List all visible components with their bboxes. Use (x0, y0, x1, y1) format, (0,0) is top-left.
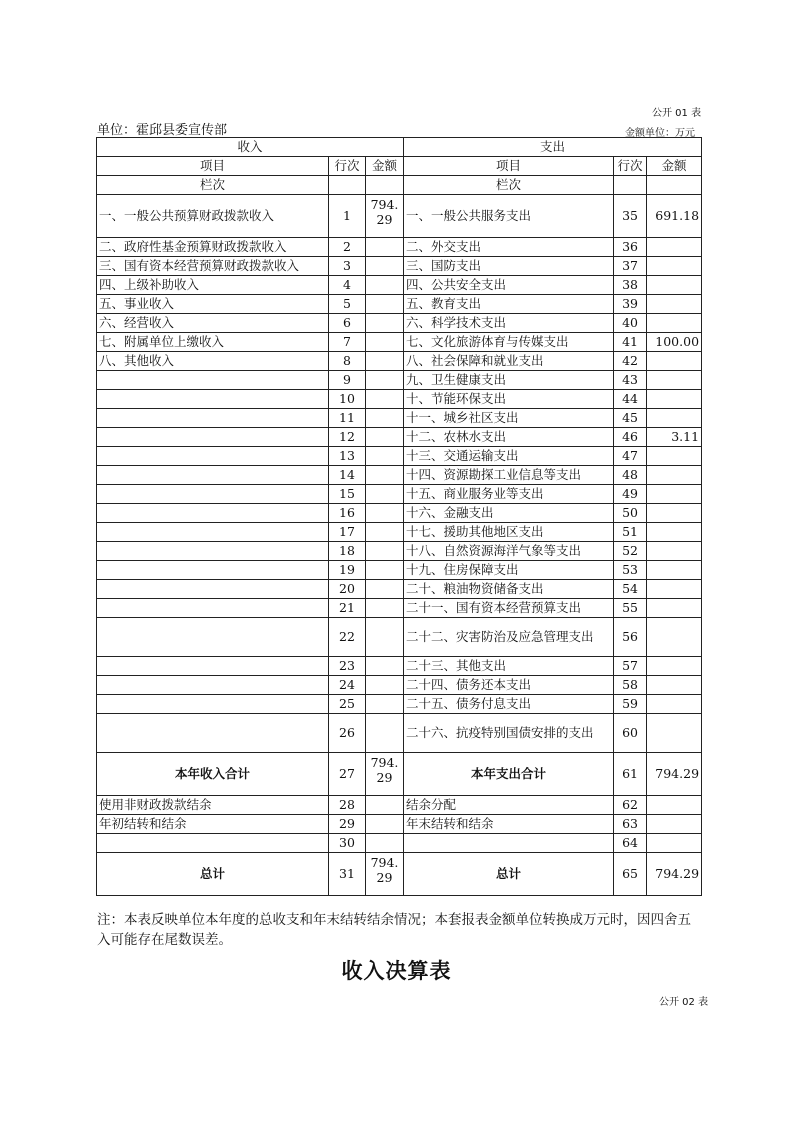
table-column-header-row (97, 157, 702, 176)
expense-item: 十四、资源勘探工业信息等支出 (404, 466, 614, 485)
expense-row-no: 46 (614, 428, 647, 447)
expense-item: 十六、金融支出 (404, 504, 614, 523)
table-row (97, 523, 702, 542)
table-row (97, 714, 702, 753)
income-amount: 794.29 (366, 195, 404, 238)
expense-item: 一、一般公共服务支出 (404, 195, 614, 238)
table-row (97, 695, 702, 714)
income-amount (366, 657, 404, 676)
income-amount (366, 295, 404, 314)
expense-item: 十九、住房保障支出 (404, 561, 614, 580)
expense-amount (647, 599, 702, 618)
income-row-no: 4 (329, 276, 366, 295)
income-amount (366, 409, 404, 428)
expense-row-no: 51 (614, 523, 647, 542)
income-amount (366, 485, 404, 504)
expense-row-no: 45 (614, 409, 647, 428)
expense-row-no: 40 (614, 314, 647, 333)
empty-cell (329, 176, 366, 195)
income-item: 三、国有资本经营预算财政拨款收入 (97, 257, 329, 276)
table-row (97, 257, 702, 276)
expense-item: 十八、自然资源海洋气象等支出 (404, 542, 614, 561)
income-row-no: 19 (329, 561, 366, 580)
income-row-no: 17 (329, 523, 366, 542)
expense-item: 二十五、债务付息支出 (404, 695, 614, 714)
expense-item: 二十、粮油物资储备支出 (404, 580, 614, 599)
expense-row-no: 63 (614, 815, 647, 834)
income-amount (366, 815, 404, 834)
income-amount (366, 580, 404, 599)
income-item: 年初结转和结余 (97, 815, 329, 834)
income-row-no: 20 (329, 580, 366, 599)
income-item (97, 580, 329, 599)
income-amount (366, 618, 404, 657)
expense-amount (647, 504, 702, 523)
expense-row-no: 65 (614, 853, 647, 896)
income-item (97, 523, 329, 542)
expense-amount (647, 834, 702, 853)
income-amount (366, 371, 404, 390)
income-amount: 794.29 (366, 753, 404, 796)
income-item (97, 390, 329, 409)
income-amount (366, 314, 404, 333)
table-row (97, 276, 702, 295)
expense-item: 总计 (404, 853, 614, 896)
income-row-no: 23 (329, 657, 366, 676)
expense-amount: 794.29 (647, 753, 702, 796)
expense-header: 支出 (404, 138, 702, 157)
expense-amount (647, 523, 702, 542)
expense-row-no: 39 (614, 295, 647, 314)
expense-row-no: 55 (614, 599, 647, 618)
income-row-no: 13 (329, 447, 366, 466)
expense-col-row: 行次 (614, 157, 647, 176)
income-item (97, 599, 329, 618)
expense-row-no: 54 (614, 580, 647, 599)
expense-row-no: 49 (614, 485, 647, 504)
income-row-no: 2 (329, 238, 366, 257)
table-row (97, 542, 702, 561)
unit-label: 单位：霍邱县委宣传部 (97, 123, 228, 138)
income-amount: 794.29 (366, 853, 404, 896)
expense-row-no: 64 (614, 834, 647, 853)
expense-item: 本年支出合计 (404, 753, 614, 796)
expense-item: 八、社会保障和就业支出 (404, 352, 614, 371)
income-row-no: 11 (329, 409, 366, 428)
income-col-row: 行次 (329, 157, 366, 176)
empty-cell (614, 176, 647, 195)
income-amount (366, 447, 404, 466)
income-row-no: 29 (329, 815, 366, 834)
income-amount (366, 276, 404, 295)
income-row-no: 31 (329, 853, 366, 896)
empty-cell (647, 176, 702, 195)
income-amount (366, 428, 404, 447)
expense-item: 十七、援助其他地区支出 (404, 523, 614, 542)
income-item: 使用非财政拨款结余 (97, 796, 329, 815)
income-amount (366, 542, 404, 561)
table-row (97, 466, 702, 485)
income-item (97, 561, 329, 580)
expense-item: 十一、城乡社区支出 (404, 409, 614, 428)
income-item (97, 428, 329, 447)
income-row-no: 26 (329, 714, 366, 753)
next-table-title: 收入决算表 (341, 959, 452, 983)
expense-item: 三、国防支出 (404, 257, 614, 276)
table-row (97, 195, 702, 238)
expense-amount (647, 295, 702, 314)
expense-row-no: 38 (614, 276, 647, 295)
income-row-no: 10 (329, 390, 366, 409)
income-amount (366, 257, 404, 276)
expense-item: 十五、商业服务业等支出 (404, 485, 614, 504)
income-item (97, 834, 329, 853)
expense-amount (647, 542, 702, 561)
expense-row-no: 60 (614, 714, 647, 753)
income-amount (366, 504, 404, 523)
amount-unit-label: 金额单位：万元 (625, 128, 695, 139)
income-amount (366, 390, 404, 409)
income-amount (366, 676, 404, 695)
income-row-no: 22 (329, 618, 366, 657)
income-col-amount: 金额 (366, 157, 404, 176)
expense-amount (647, 257, 702, 276)
table-row (97, 447, 702, 466)
table-section-header-row (97, 138, 702, 157)
expense-amount (647, 796, 702, 815)
expense-row-no: 42 (614, 352, 647, 371)
expense-row-no: 52 (614, 542, 647, 561)
table-row (97, 371, 702, 390)
table-row (97, 796, 702, 815)
income-row-no: 8 (329, 352, 366, 371)
income-amount (366, 352, 404, 371)
expense-item: 二十三、其他支出 (404, 657, 614, 676)
form-code-top: 公开 01 表 (652, 108, 702, 119)
table-row (97, 676, 702, 695)
table-row (97, 352, 702, 371)
income-item: 一、一般公共预算财政拨款收入 (97, 195, 329, 238)
expense-amount: 100.00 (647, 333, 702, 352)
expense-row-no: 43 (614, 371, 647, 390)
income-row-no: 9 (329, 371, 366, 390)
income-item: 四、上级补助收入 (97, 276, 329, 295)
income-amount (366, 561, 404, 580)
income-row-no: 3 (329, 257, 366, 276)
income-row-no: 5 (329, 295, 366, 314)
table-row (97, 409, 702, 428)
expense-amount: 691.18 (647, 195, 702, 238)
table-row (97, 295, 702, 314)
table-row (97, 853, 702, 896)
income-item (97, 714, 329, 753)
income-row-no: 18 (329, 542, 366, 561)
income-item: 六、经营收入 (97, 314, 329, 333)
table-row (97, 485, 702, 504)
income-header: 收入 (97, 138, 404, 157)
expense-item: 十二、农林水支出 (404, 428, 614, 447)
expense-col-amount: 金额 (647, 157, 702, 176)
expense-amount (647, 352, 702, 371)
expense-amount (647, 276, 702, 295)
expense-row-no: 44 (614, 390, 647, 409)
income-row-no: 24 (329, 676, 366, 695)
income-expense-table (96, 137, 702, 896)
income-row-no: 16 (329, 504, 366, 523)
expense-row-no: 53 (614, 561, 647, 580)
expense-item: 四、公共安全支出 (404, 276, 614, 295)
expense-row-no: 61 (614, 753, 647, 796)
income-amount (366, 834, 404, 853)
income-item (97, 695, 329, 714)
income-item (97, 657, 329, 676)
table-note: 注：本表反映单位本年度的总收支和年末结转结余情况；本套报表金额单位转换成万元时，因四舍五入可能存在尾数误差。 (97, 912, 691, 948)
expense-item: 五、教育支出 (404, 295, 614, 314)
income-item (97, 466, 329, 485)
table-row (97, 314, 702, 333)
expense-amount (647, 390, 702, 409)
income-amount (366, 466, 404, 485)
table-row (97, 815, 702, 834)
table-lanci-row (97, 176, 702, 195)
income-row-no: 28 (329, 796, 366, 815)
expense-amount: 794.29 (647, 853, 702, 896)
expense-amount (647, 314, 702, 333)
expense-item: 九、卫生健康支出 (404, 371, 614, 390)
income-row-no: 27 (329, 753, 366, 796)
expense-row-no: 36 (614, 238, 647, 257)
table-row (97, 599, 702, 618)
table-row (97, 618, 702, 657)
income-row-no: 7 (329, 333, 366, 352)
income-amount (366, 714, 404, 753)
table-row (97, 238, 702, 257)
income-item: 五、事业收入 (97, 295, 329, 314)
table-row (97, 333, 702, 352)
income-item (97, 618, 329, 657)
expense-item: 二十一、国有资本经营预算支出 (404, 599, 614, 618)
expense-col-item: 项目 (404, 157, 614, 176)
income-item (97, 485, 329, 504)
expense-row-no: 56 (614, 618, 647, 657)
expense-row-no: 58 (614, 676, 647, 695)
expense-row-no: 37 (614, 257, 647, 276)
table-row (97, 561, 702, 580)
expense-amount (647, 676, 702, 695)
income-amount (366, 695, 404, 714)
expense-item: 十、节能环保支出 (404, 390, 614, 409)
expense-amount (647, 714, 702, 753)
table-row (97, 834, 702, 853)
expense-amount (647, 409, 702, 428)
income-col-item: 项目 (97, 157, 329, 176)
income-row-no: 14 (329, 466, 366, 485)
expense-row-no: 50 (614, 504, 647, 523)
income-item (97, 409, 329, 428)
expense-amount (647, 561, 702, 580)
expense-amount (647, 447, 702, 466)
expense-amount (647, 815, 702, 834)
expense-item: 二十四、债务还本支出 (404, 676, 614, 695)
expense-amount (647, 466, 702, 485)
table-row (97, 580, 702, 599)
expense-amount (647, 657, 702, 676)
expense-item: 二十六、抗疫特别国债安排的支出 (404, 714, 614, 753)
expense-row-no: 48 (614, 466, 647, 485)
income-lanci: 栏次 (97, 176, 329, 195)
expense-item: 十三、交通运输支出 (404, 447, 614, 466)
expense-row-no: 59 (614, 695, 647, 714)
income-item: 二、政府性基金预算财政拨款收入 (97, 238, 329, 257)
income-item (97, 371, 329, 390)
income-item: 八、其他收入 (97, 352, 329, 371)
table-row (97, 657, 702, 676)
empty-cell (366, 176, 404, 195)
expense-amount (647, 580, 702, 599)
income-row-no: 15 (329, 485, 366, 504)
expense-row-no: 41 (614, 333, 647, 352)
income-amount (366, 796, 404, 815)
expense-item (404, 834, 614, 853)
table-row (97, 390, 702, 409)
income-row-no: 12 (329, 428, 366, 447)
income-row-no: 25 (329, 695, 366, 714)
income-item (97, 447, 329, 466)
expense-amount (647, 238, 702, 257)
next-form-code: 公开 02 表 (659, 997, 709, 1008)
income-row-no: 30 (329, 834, 366, 853)
expense-item: 二、外交支出 (404, 238, 614, 257)
income-row-no: 1 (329, 195, 366, 238)
income-item (97, 504, 329, 523)
expense-row-no: 47 (614, 447, 647, 466)
income-item (97, 676, 329, 695)
expense-item: 结余分配 (404, 796, 614, 815)
income-row-no: 21 (329, 599, 366, 618)
expense-item: 年末结转和结余 (404, 815, 614, 834)
expense-lanci: 栏次 (404, 176, 614, 195)
income-amount (366, 238, 404, 257)
table-row (97, 504, 702, 523)
income-item: 总计 (97, 853, 329, 896)
expense-row-no: 62 (614, 796, 647, 815)
table-row (97, 428, 702, 447)
expense-item: 七、文化旅游体育与传媒支出 (404, 333, 614, 352)
income-amount (366, 333, 404, 352)
expense-item: 六、科学技术支出 (404, 314, 614, 333)
expense-row-no: 57 (614, 657, 647, 676)
income-item: 本年收入合计 (97, 753, 329, 796)
expense-amount (647, 485, 702, 504)
income-item: 七、附属单位上缴收入 (97, 333, 329, 352)
income-item (97, 542, 329, 561)
expense-amount (647, 618, 702, 657)
expense-amount: 3.11 (647, 428, 702, 447)
income-amount (366, 599, 404, 618)
income-row-no: 6 (329, 314, 366, 333)
income-amount (366, 523, 404, 542)
table-row (97, 753, 702, 796)
expense-amount (647, 371, 702, 390)
expense-row-no: 35 (614, 195, 647, 238)
expense-item: 二十二、灾害防治及应急管理支出 (404, 618, 614, 657)
expense-amount (647, 695, 702, 714)
